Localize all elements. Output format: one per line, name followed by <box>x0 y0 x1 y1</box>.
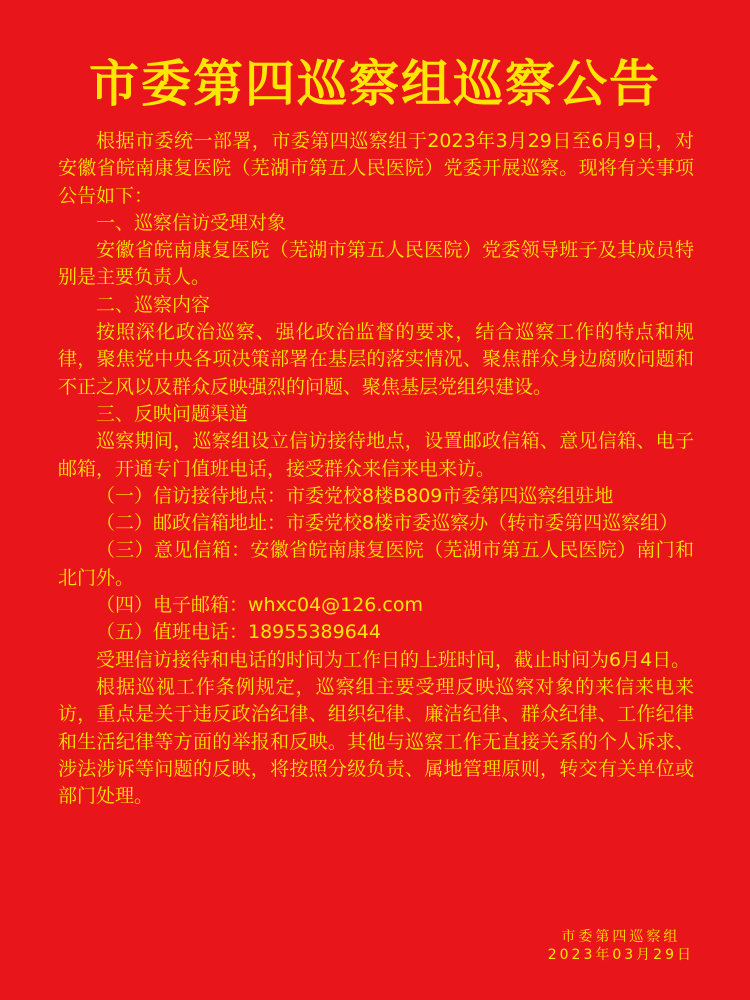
heading-content: 二、巡察内容 <box>96 293 211 316</box>
announcement-body <box>58 128 694 810</box>
page-title: 市委第四巡察组巡察公告 <box>89 54 661 113</box>
signature-date: 2023年03月29日 <box>547 947 694 963</box>
paragraph-channels: 巡察期间，巡察组设立信访接待地点，设置邮政信箱、意见信箱、电子邮箱，开通专门值班电话，接受群众来信来电来访。 <box>58 430 694 480</box>
heading-targets: 一、巡察信访受理对象 <box>96 211 287 234</box>
paragraph-content: 按照深化政治巡察、强化政治监督的要求，结合巡察工作的特点和规律，聚焦党中央各项决策部署在基层的落实情况、聚焦群众身边腐败问题和不正之风以及群众反映强烈的问题、聚焦基层党组织建设。 <box>58 321 694 398</box>
channel-opinion-box: （三）意见信箱：安徽省皖南康复医院（芜湖市第五人民医院）南门和北门外。 <box>58 539 694 589</box>
signature-block <box>548 928 694 964</box>
signature-org: 市委第四巡察组 <box>561 929 681 945</box>
paragraph-intro: 根据市委统一部署，市委第四巡察组于2023年3月29日至6月9日，对安徽省皖南康复医院（芜湖市第五人民医院）党委开展巡察。现将有关事项公告如下： <box>58 130 694 207</box>
channel-reception-location: （一）信访接待地点：市委党校8楼B809市委第四巡察组驻地 <box>96 484 614 507</box>
channel-phone: （五）值班电话：18955389644 <box>96 621 381 644</box>
paragraph-hours: 受理信访接待和电话的时间为工作日的上班时间，截止时间为6月4日。 <box>96 648 691 671</box>
paragraph-regulations: 根据巡视工作条例规定，巡察组主要受理反映巡察对象的来信来电来访，重点是关于违反政治纪律、组织纪律、廉洁纪律、群众纪律、工作纪律和生活纪律等方面的举报和反映。其他与巡察工作无直接关系的个人诉求、涉法涉诉等问题的反映，将按照分级负责、属地管理原则，转交有关单位或部门处理。 <box>58 675 694 808</box>
paragraph-targets: 安徽省皖南康复医院（芜湖市第五人民医院）党委领导班子及其成员特别是主要负责人。 <box>58 239 694 289</box>
channel-email: （四）电子邮箱：whxc04@126.com <box>96 594 423 617</box>
heading-channels: 三、反映问题渠道 <box>96 402 249 425</box>
channel-postal-address: （二）邮政信箱地址：市委党校8楼市委巡察办（转市委第四巡察组） <box>96 512 679 535</box>
